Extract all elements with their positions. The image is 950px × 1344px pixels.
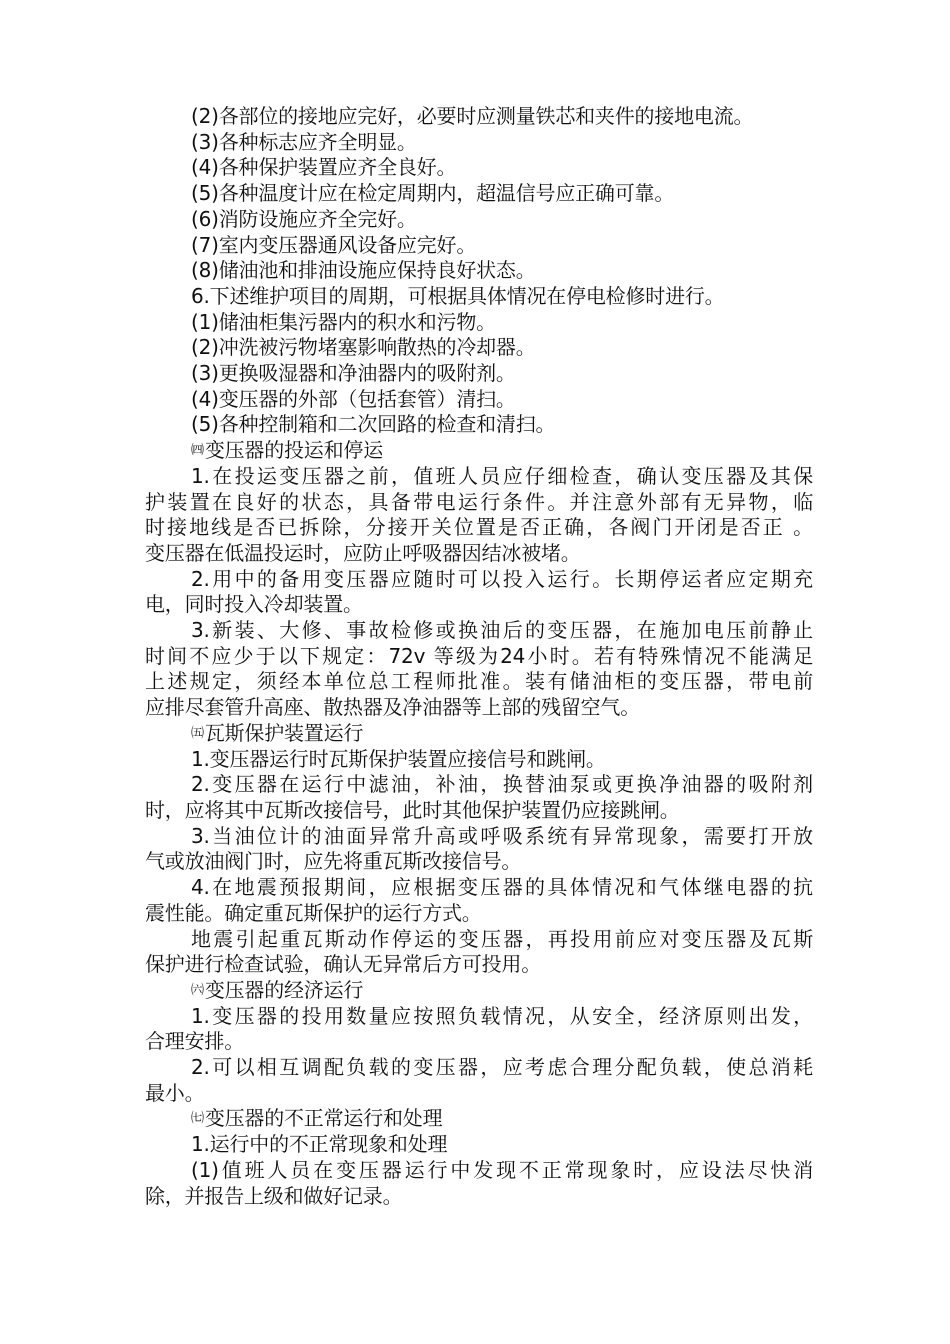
line-text: (3)更换吸湿器和净油器内的吸附剂。 [191, 361, 516, 386]
text-line [145, 1055, 813, 1081]
line-text: 应排尽套管升高座、散热器及净油器等上部的残留空气。 [145, 695, 640, 720]
text-line [145, 1158, 813, 1184]
text-line [145, 747, 813, 773]
text-line [145, 927, 813, 953]
section-heading [145, 438, 813, 464]
section-title: 瓦斯保护装置运行 [204, 720, 364, 745]
text-line [145, 1184, 813, 1210]
text-line [145, 515, 813, 541]
line-text: 2.用中的备用变压器应随时可以投入运行。长期停运者应定期充 [191, 566, 813, 591]
text-line [145, 361, 813, 387]
document-body [145, 104, 813, 1209]
section-number: ㈥ [191, 982, 204, 998]
line-text: 1.在投运变压器之前，值班人员应仔细检查，确认变压器及其保 [191, 463, 813, 488]
text-line [145, 669, 813, 695]
text-line [145, 155, 813, 181]
line-text: (8)储油池和排油设施应保持良好状态。 [191, 258, 536, 283]
line-text: 3.当油位计的油面异常升高或呼吸系统有异常现象，需要打开放 [191, 823, 813, 848]
text-line [145, 798, 813, 824]
text-line [145, 490, 813, 516]
section-title: 变压器的经济运行 [204, 977, 364, 1002]
line-text: 1.变压器运行时瓦斯保护装置应接信号和跳闸。 [191, 746, 606, 771]
line-text: 地震引起重瓦斯动作停运的变压器，再投用前应对变压器及瓦斯 [191, 926, 813, 951]
line-text: 电，同时投入冷却装置。 [145, 592, 363, 617]
text-line [145, 592, 813, 618]
line-text: 6.下述维护项目的周期，可根据具体情况在停电检修时进行。 [191, 283, 725, 308]
section-number: ㈦ [191, 1111, 204, 1127]
line-text: 时，应将其中瓦斯改接信号，此时其他保护装置仍应接跳闸。 [145, 797, 680, 822]
line-text: (6)消防设施应齐全完好。 [191, 206, 417, 231]
text-line [145, 1004, 813, 1030]
text-line [145, 695, 813, 721]
line-text: 4.在地震预报期间，应根据变压器的具体情况和气体继电器的抗 [191, 875, 813, 900]
text-line [145, 1081, 813, 1107]
text-line [145, 284, 813, 310]
line-text: 合理安排。 [145, 1029, 244, 1054]
text-line [145, 412, 813, 438]
section-title: 变压器的不正常运行和处理 [204, 1106, 443, 1131]
section-heading [145, 978, 813, 1004]
text-line [145, 310, 813, 336]
line-text: 2.变压器在运行中滤油，补油，换替油泵或更换净油器的吸附剂 [191, 772, 813, 797]
section-heading [145, 1106, 813, 1132]
section-number: ㈤ [191, 725, 204, 741]
section-title: 变压器的投运和停运 [204, 438, 384, 463]
text-line [145, 952, 813, 978]
line-text: (4)各种保护装置应齐全良好。 [191, 155, 457, 180]
text-line [145, 130, 813, 156]
line-text: 变压器在低温投运时，应防止呼吸器因结冰被堵。 [145, 540, 581, 565]
text-line [145, 207, 813, 233]
line-text: 上述规定，须经本单位总工程师批准。装有储油柜的变压器，带电前 [145, 669, 813, 694]
line-text: 时接地线是否已拆除，分接开关位置是否正确，各阀门开闭是否正 。 [145, 515, 813, 540]
line-text: (1)储油柜集污器内的积水和污物。 [191, 309, 496, 334]
text-line [145, 233, 813, 259]
line-text: 护装置在良好的状态，具备带电运行条件。并注意外部有无异物，临 [145, 489, 813, 514]
line-text: (5)各种温度计应在检定周期内，超温信号应正确可靠。 [191, 181, 675, 206]
text-line [145, 181, 813, 207]
line-text: 1.变压器的投用数量应按照负载情况，从安全，经济原则出发， [191, 1003, 813, 1028]
line-text: (2)冲洗被污物堵塞影响散热的冷却器。 [191, 335, 536, 360]
line-text: (2)各部位的接地应完好，必要时应测量铁芯和夹件的接地电流。 [191, 104, 754, 128]
section-number: ㈣ [191, 443, 204, 459]
text-line [145, 644, 813, 670]
line-text: 震性能。确定重瓦斯保护的运行方式。 [145, 900, 482, 925]
line-text: 最小。 [145, 1080, 205, 1105]
line-text: (3)各种标志应齐全明显。 [191, 129, 417, 154]
text-line [145, 1132, 813, 1158]
text-line [145, 772, 813, 798]
text-line [145, 258, 813, 284]
text-line [145, 618, 813, 644]
text-line [145, 335, 813, 361]
text-line [145, 824, 813, 850]
text-line [145, 875, 813, 901]
line-text: 气或放油阀门时，应先将重瓦斯改接信号。 [145, 849, 522, 874]
line-text: (1)值班人员在变压器运行中发现不正常现象时，应设法尽快消 [191, 1157, 813, 1182]
text-line [145, 541, 813, 567]
line-text: (4)变压器的外部（包括套管）清扫。 [191, 386, 516, 411]
line-text: 时间不应少于以下规定：72v 等级为24小时。若有特殊情况不能满足 [145, 643, 813, 668]
line-text: 1.运行中的不正常现象和处理 [191, 1132, 448, 1157]
line-text: 保护进行检查试验，确认无异常后方可投用。 [145, 952, 541, 977]
text-line [145, 901, 813, 927]
text-line [145, 387, 813, 413]
text-line [145, 104, 813, 130]
section-heading [145, 721, 813, 747]
text-line [145, 1029, 813, 1055]
line-text: 除，并报告上级和做好记录。 [145, 1183, 403, 1208]
text-line [145, 849, 813, 875]
line-text: 3.新装、大修、事故检修或换油后的变压器，在施加电压前静止 [191, 618, 813, 643]
line-text: (5)各种控制箱和二次回路的检查和清扫。 [191, 412, 556, 437]
line-text: (7)室内变压器通风设备应完好。 [191, 232, 477, 257]
text-line [145, 567, 813, 593]
line-text: 2.可以相互调配负载的变压器，应考虑合理分配负载，使总消耗 [191, 1055, 813, 1080]
text-line [145, 464, 813, 490]
